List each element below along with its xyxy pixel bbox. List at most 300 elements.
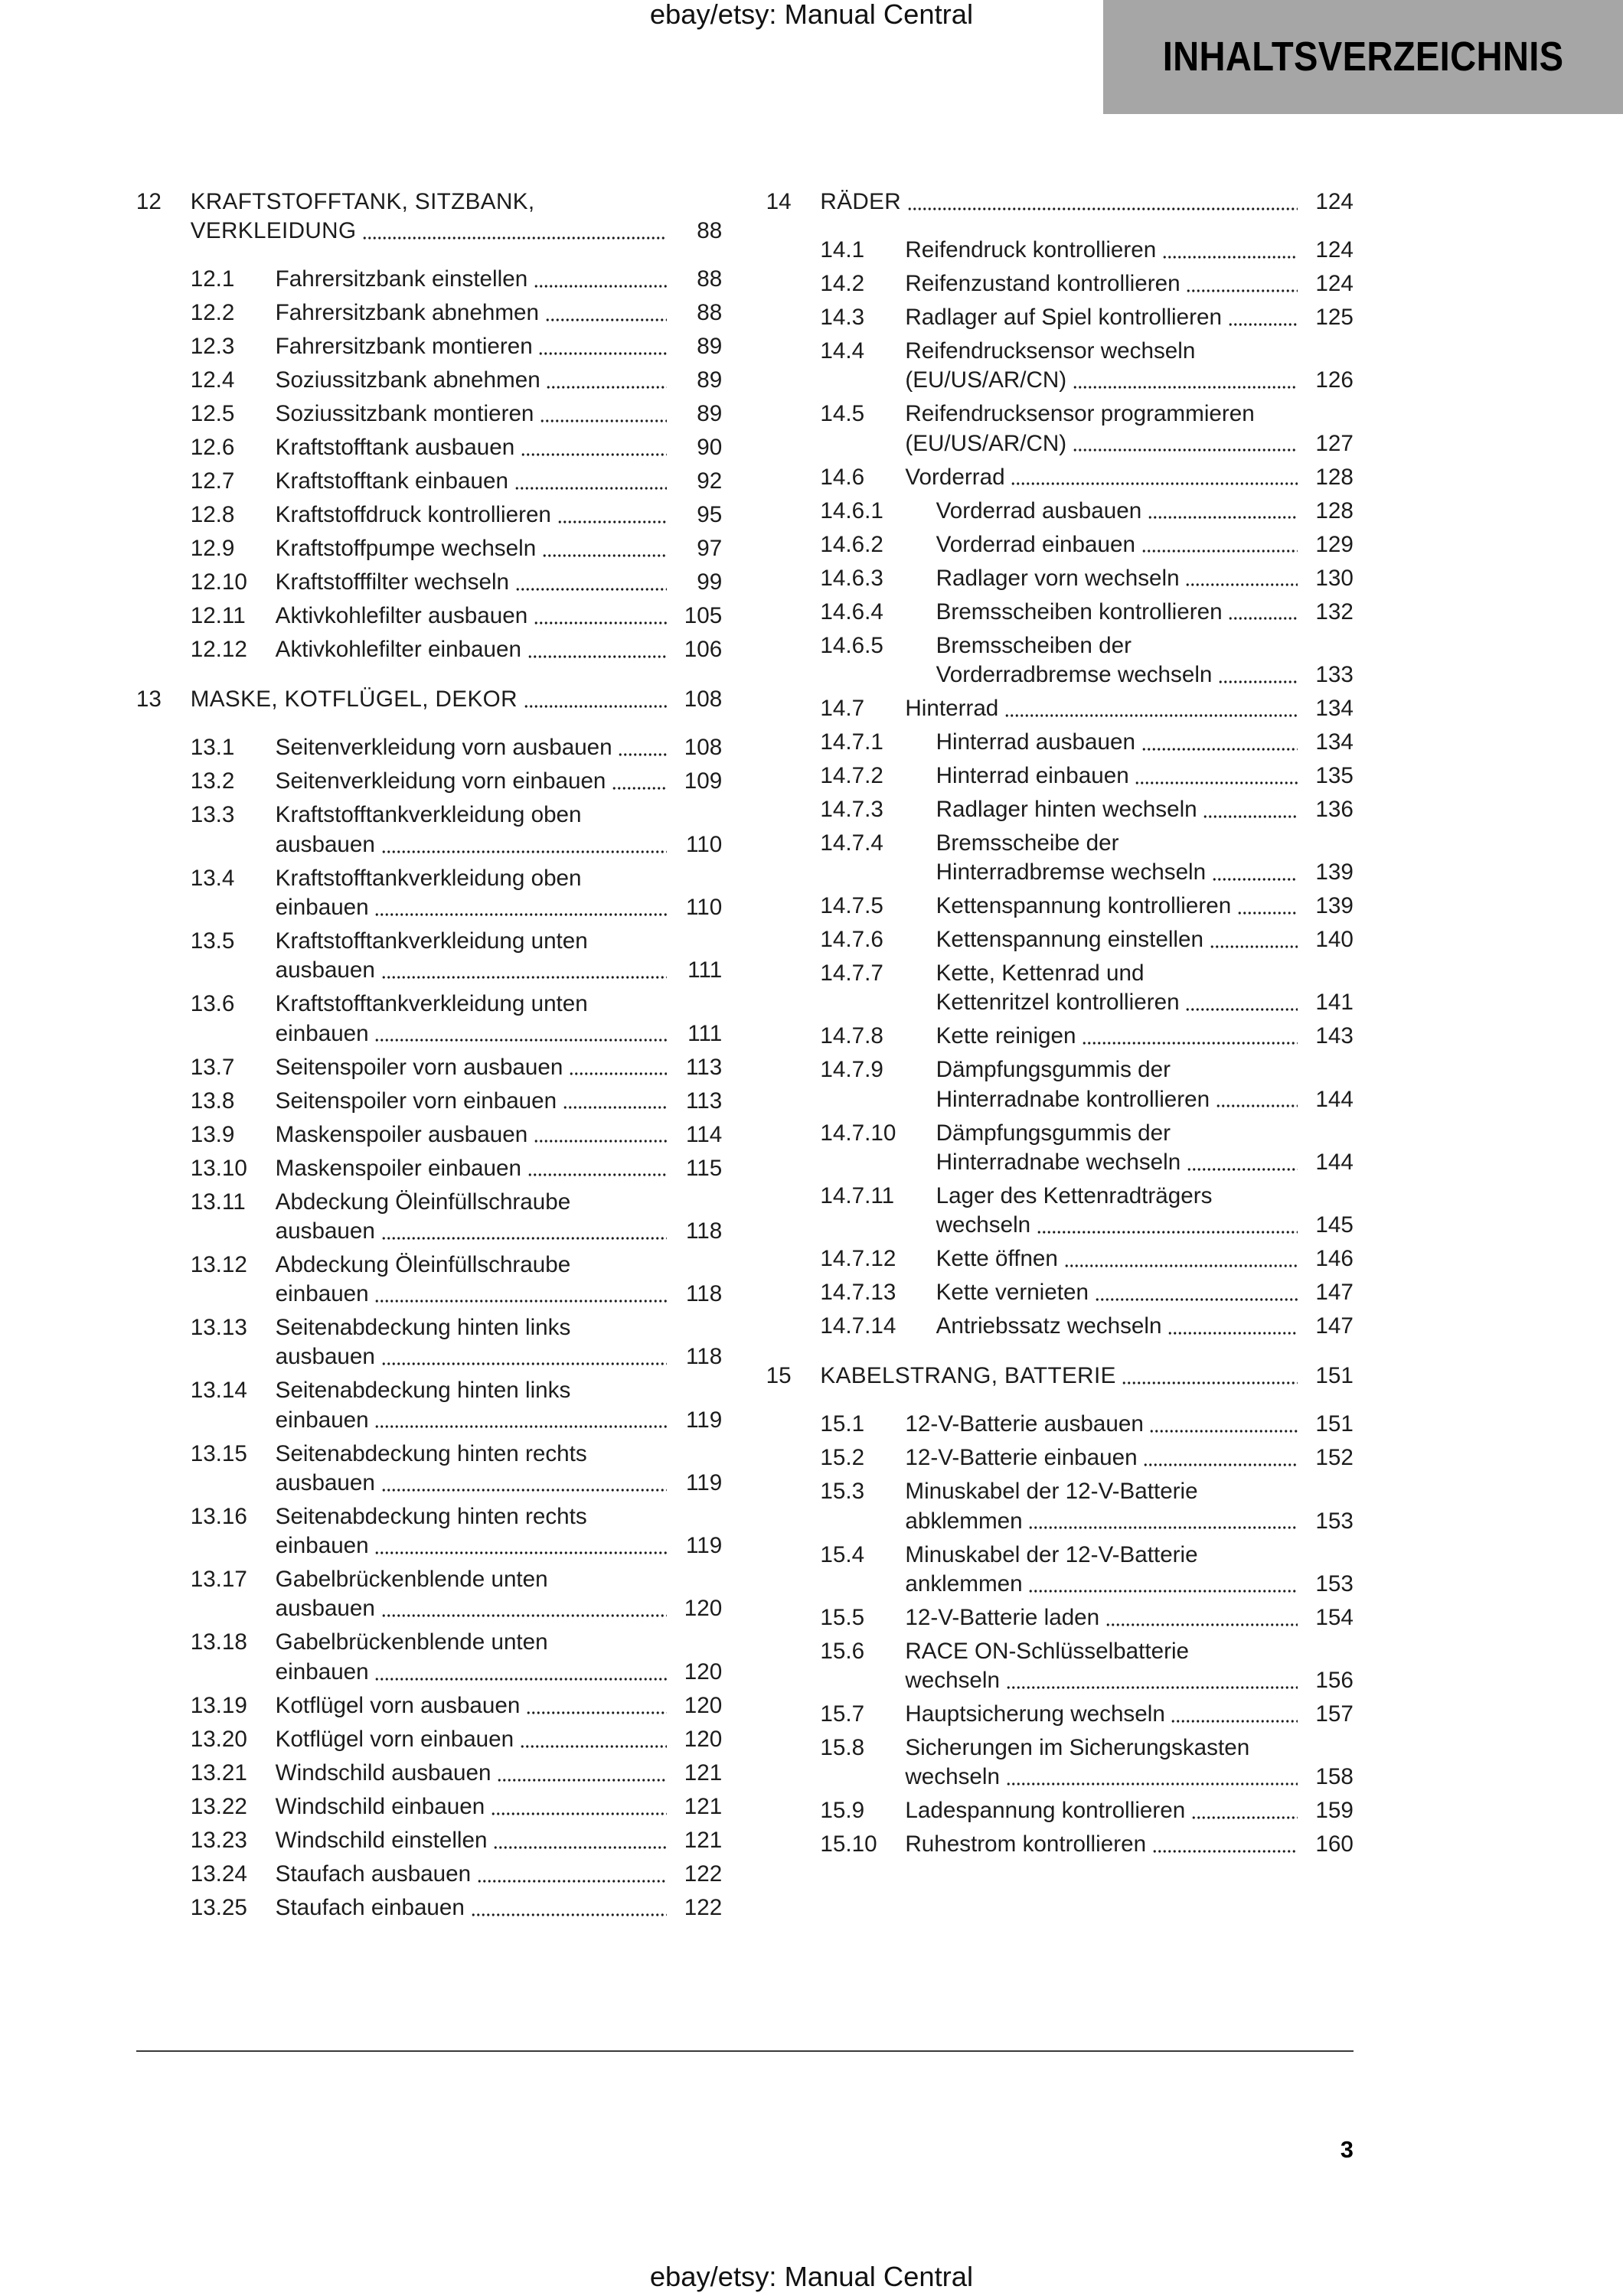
toc-entry-title-text: 12-V-Batterie einbauen <box>905 1445 1138 1471</box>
toc-entry-line <box>936 988 1354 1017</box>
toc-entry <box>766 598 1354 627</box>
toc-entry-number: 14.7.4 <box>820 830 883 856</box>
toc-entry-title-text: Dämpfungsgummis der <box>936 1057 1171 1083</box>
toc-entry-title-text: Kraftstofftankverkleidung oben <box>275 865 582 891</box>
toc-entry-page: 88 <box>697 300 723 326</box>
toc-entry-line <box>276 1406 723 1435</box>
toc-entry <box>136 733 722 762</box>
toc-entry-line <box>905 269 1353 298</box>
toc-entry <box>136 366 722 395</box>
toc-entry-title-text: Hinterrad <box>905 695 999 721</box>
toc-entry-page: 136 <box>1315 796 1354 822</box>
toc-entry-title <box>905 1477 1353 1536</box>
toc-entry <box>766 1637 1354 1696</box>
toc-entry-title <box>276 767 723 796</box>
toc-entry-page: 120 <box>684 1658 723 1684</box>
toc-entry-line <box>936 564 1354 593</box>
dot-leader <box>1037 1211 1298 1240</box>
dot-leader <box>557 501 667 530</box>
toc-entry-number: 12.6 <box>190 435 235 461</box>
toc-entry-title-text: Kettenspannung kontrollieren <box>936 893 1232 919</box>
toc-entry-page: 153 <box>1315 1570 1354 1596</box>
dot-leader <box>1203 795 1298 824</box>
toc-entry-title-text: Gabelbrückenblende unten <box>275 1567 548 1593</box>
toc-entry-title <box>820 1362 1353 1391</box>
page-title: INHALTSVERZEICHNIS <box>1162 34 1564 80</box>
toc-entry-title <box>276 433 723 462</box>
toc-entry-title-text: einbauen <box>275 1658 369 1684</box>
toc-entry-line <box>276 602 723 631</box>
toc-entry-number: 14.6.5 <box>820 632 883 658</box>
toc-entry-title <box>936 1022 1354 1051</box>
toc-entry-title-text: Windschild einstellen <box>275 1827 488 1853</box>
toc-entry-title <box>905 1603 1353 1632</box>
toc-entry-line <box>276 1792 723 1821</box>
toc-entry <box>766 1830 1354 1859</box>
toc-entry-title-text: Hinterradbremse wechseln <box>936 859 1207 885</box>
toc-entry-title-text: Seitenabdeckung hinten links <box>275 1378 571 1404</box>
toc-entry-title-text: Reifendrucksensor programmieren <box>905 401 1255 427</box>
toc-entry-line <box>276 1725 723 1754</box>
toc-entry-page: 108 <box>684 687 723 713</box>
toc-entry <box>136 1502 722 1561</box>
toc-entry-number: 15 <box>766 1363 792 1389</box>
toc-entry-number: 14.6.1 <box>820 497 883 523</box>
toc-entry-page: 135 <box>1315 762 1354 788</box>
dot-leader <box>1028 1570 1298 1599</box>
toc-entry <box>766 1410 1354 1439</box>
toc-entry <box>136 1759 722 1788</box>
toc-entry-title <box>276 568 723 597</box>
toc-entry-title <box>905 337 1353 396</box>
toc-entry-title <box>276 1725 723 1754</box>
toc-entry-title-text: (EU/US/AR/CN) <box>905 430 1067 456</box>
toc-entry-line <box>276 1188 723 1217</box>
toc-entry-line <box>905 1541 1353 1570</box>
toc-entry <box>136 1188 722 1247</box>
toc-entry-line <box>191 217 723 246</box>
toc-entry-title-text: VERKLEIDUNG <box>190 218 357 244</box>
toc-entry-page: 147 <box>1315 1280 1354 1306</box>
toc-entry-page: 127 <box>1315 430 1354 456</box>
toc-entry-page: 157 <box>1315 1701 1354 1727</box>
toc-entry-title-text: Radlager hinten wechseln <box>936 796 1197 822</box>
toc-entry-page: 146 <box>1315 1246 1354 1272</box>
dot-leader <box>540 400 666 429</box>
toc-entry <box>136 1120 722 1150</box>
toc-entry-page: 124 <box>1315 271 1354 297</box>
dot-leader <box>1011 463 1298 492</box>
toc-entry-title-text: Aktivkohlefilter ausbauen <box>275 603 528 629</box>
toc-entry-title <box>276 534 723 563</box>
toc-entry-line <box>905 1700 1353 1729</box>
toc-entry-line <box>276 767 723 796</box>
toc-entry-page: 88 <box>697 218 723 244</box>
toc-entry-title-text: Kraftstoffpumpe wechseln <box>275 536 537 562</box>
toc-entry <box>766 694 1354 723</box>
dot-leader <box>374 1019 666 1049</box>
toc-entry-title-text: Seitenspoiler vorn ausbauen <box>275 1054 563 1080</box>
toc-entry-number: 13.8 <box>190 1088 235 1114</box>
toc-entry-title <box>936 598 1354 627</box>
toc-entry <box>766 1700 1354 1729</box>
toc-entry-title-text: Maskenspoiler einbauen <box>275 1155 521 1181</box>
toc-entry-line <box>936 660 1354 690</box>
toc-entry-line <box>276 1759 723 1788</box>
toc-entry-page: 113 <box>685 1088 723 1114</box>
toc-entry-title <box>276 1860 723 1889</box>
toc-entry <box>136 568 722 597</box>
toc-entry-line <box>276 1019 723 1049</box>
toc-entry-number: 15.8 <box>820 1735 865 1761</box>
dot-leader <box>538 332 666 361</box>
dot-leader <box>1167 1312 1298 1341</box>
toc-entry <box>136 767 722 796</box>
toc-entry-line <box>820 1362 1353 1391</box>
toc-entry-title <box>276 801 723 859</box>
toc-entry-page: 115 <box>685 1155 723 1181</box>
toc-entry-page: 121 <box>684 1827 723 1853</box>
toc-entry-number: 12.2 <box>190 300 235 326</box>
toc-entry-title-text: Vorderrad einbauen <box>936 531 1135 557</box>
toc-entry-line <box>905 366 1353 395</box>
toc-entry <box>766 1477 1354 1536</box>
toc-entry-title-text: Staufach ausbauen <box>275 1861 472 1887</box>
dot-leader <box>569 1053 667 1082</box>
dot-leader <box>1064 1244 1298 1274</box>
dot-leader <box>1141 728 1298 757</box>
toc-entry <box>136 1251 722 1309</box>
toc-entry-page: 139 <box>1315 859 1354 885</box>
toc-entry-title <box>936 892 1354 921</box>
toc-entry-title-text: Bremsscheiben der <box>936 632 1132 658</box>
toc-entry-number: 13.18 <box>190 1629 247 1655</box>
toc-entry-page: 90 <box>697 435 723 461</box>
toc-entry-title <box>820 188 1353 217</box>
toc-entry-line <box>936 1244 1354 1274</box>
toc-entry-title-text: (EU/US/AR/CN) <box>905 367 1067 393</box>
dot-leader <box>527 1154 667 1183</box>
toc-entry-number: 14.7.6 <box>820 927 883 953</box>
toc-entry-title <box>191 188 723 246</box>
toc-entry-title <box>936 728 1354 757</box>
toc-entry-title-text: Reifendrucksensor wechseln <box>905 338 1196 364</box>
toc-entry-number: 12.5 <box>190 401 235 427</box>
toc-entry-line <box>276 298 723 328</box>
toc-entry-number: 12.11 <box>190 603 246 629</box>
toc-entry-title-text: Seitenabdeckung hinten rechts <box>275 1440 587 1466</box>
dot-leader <box>1186 269 1298 298</box>
toc-entry-page: 159 <box>1315 1798 1354 1824</box>
toc-entry-number: 12.10 <box>190 569 247 595</box>
dot-leader <box>1228 303 1298 332</box>
toc-entry-number: 15.6 <box>820 1638 865 1664</box>
toc-entry <box>766 463 1354 492</box>
toc-entry-page: 120 <box>684 1596 723 1622</box>
toc-entry-line <box>191 685 723 714</box>
dot-leader <box>1149 1410 1298 1439</box>
toc-entry-line <box>276 893 723 922</box>
toc-entry-title-text: Fahrersitzbank abnehmen <box>275 300 540 326</box>
toc-entry <box>136 1860 722 1889</box>
toc-entry-number: 14 <box>766 188 792 214</box>
toc-entry <box>766 530 1354 559</box>
toc-entry-title <box>905 269 1353 298</box>
toc-entry-number: 13.13 <box>190 1315 247 1341</box>
toc-entry-number: 15.7 <box>820 1701 865 1727</box>
toc-entry-title-text: Vorderradbremse wechseln <box>936 661 1213 687</box>
toc-entry-page: 154 <box>1315 1604 1354 1630</box>
toc-entry-page: 152 <box>1315 1445 1354 1471</box>
dot-leader <box>515 568 667 597</box>
toc-entry-page: 89 <box>697 367 723 393</box>
toc-entry-number: 14.3 <box>820 305 865 331</box>
toc-entry-title-text: Hinterrad einbauen <box>936 762 1129 788</box>
toc-entry-line <box>276 1502 723 1531</box>
dot-leader <box>381 956 667 985</box>
toc-entry-page: 160 <box>1315 1831 1354 1857</box>
toc-entry-number: 14.7.8 <box>820 1023 883 1049</box>
section-header-box <box>1103 0 1623 114</box>
toc-chapter <box>766 1362 1354 1391</box>
toc-entry-page: 158 <box>1315 1764 1354 1790</box>
toc-entry-title <box>276 400 723 429</box>
toc-column-left <box>136 188 722 1927</box>
toc-entry <box>766 925 1354 954</box>
dot-leader <box>381 1594 667 1623</box>
toc-entry-title <box>936 1119 1354 1178</box>
toc-chapter <box>136 685 722 714</box>
toc-entry-line <box>936 959 1354 988</box>
toc-entry-title <box>905 1830 1353 1859</box>
dot-leader <box>362 217 667 246</box>
toc-entry-title <box>276 1502 723 1561</box>
toc-entry-number: 14.5 <box>820 401 865 427</box>
toc-entry-title-text: Hinterradnabe wechseln <box>936 1149 1181 1175</box>
dot-leader <box>1073 366 1298 395</box>
dot-leader <box>612 767 666 796</box>
toc-entry-line <box>276 366 723 395</box>
toc-entry-title <box>276 467 723 496</box>
toc-entry <box>136 1792 722 1821</box>
toc-entry-page: 120 <box>684 1726 723 1752</box>
toc-entry-title <box>936 497 1354 526</box>
dot-leader <box>527 635 667 664</box>
toc-entry-title-text: KABELSTRANG, BATTERIE <box>820 1363 1116 1389</box>
toc-entry-page: 114 <box>685 1121 723 1147</box>
toc-entry-line <box>936 1022 1354 1051</box>
toc-entry-line <box>936 762 1354 791</box>
toc-entry-number: 12.12 <box>190 637 247 663</box>
dot-leader <box>1152 1830 1298 1859</box>
dot-leader <box>1187 1148 1298 1177</box>
toc-entry-title-text: Abdeckung Öleinfüllschraube <box>275 1251 571 1277</box>
toc-entry-page: 92 <box>697 468 723 494</box>
toc-entry-page: 140 <box>1315 927 1354 953</box>
toc-entry-title <box>936 762 1354 791</box>
toc-entry-page: 144 <box>1315 1149 1354 1175</box>
toc-entry-title-text: Minuskabel der 12-V-Batterie <box>905 1541 1198 1567</box>
toc-entry <box>766 497 1354 526</box>
toc-entry-number: 14.6.4 <box>820 598 883 625</box>
toc-entry-line <box>905 400 1353 429</box>
toc-entry-title <box>276 1251 723 1309</box>
toc-entry-page: 126 <box>1315 367 1354 393</box>
toc-entry-title <box>276 1053 723 1082</box>
toc-entry <box>136 1826 722 1855</box>
toc-entry-title-text: ausbauen <box>275 1469 375 1495</box>
dot-leader <box>374 1280 666 1309</box>
toc-entry-line <box>905 1477 1353 1506</box>
toc-entry-line <box>276 1251 723 1280</box>
toc-entry-number: 14.7.12 <box>820 1246 896 1272</box>
toc-entry <box>136 1154 722 1183</box>
toc-entry-line <box>276 1280 723 1309</box>
toc-entry-title <box>276 635 723 664</box>
toc-entry-title <box>905 1796 1353 1825</box>
toc-entry-title-text: Soziussitzbank abnehmen <box>275 367 540 393</box>
toc-entry <box>136 635 722 664</box>
dot-leader <box>1148 497 1298 526</box>
toc-entry-title <box>936 1055 1354 1114</box>
toc-entry <box>136 1053 722 1082</box>
toc-entry-number: 14.7.2 <box>820 762 883 788</box>
toc-entry <box>766 303 1354 332</box>
toc-entry-title <box>905 303 1353 332</box>
toc-entry-number: 13.2 <box>190 768 235 794</box>
toc-entry-title-text: Abdeckung Öleinfüllschraube <box>275 1189 571 1215</box>
toc-entry <box>136 602 722 631</box>
toc-entry-title <box>276 1087 723 1116</box>
toc-entry-number: 13.20 <box>190 1726 247 1752</box>
toc-entry-title <box>905 1637 1353 1696</box>
toc-column-right <box>766 188 1354 1864</box>
toc-entry-page: 125 <box>1315 305 1354 331</box>
footer-divider <box>136 2050 1354 2052</box>
toc-entry-line <box>905 1830 1353 1859</box>
toc-entry-number: 14.7.5 <box>820 893 883 919</box>
dot-leader <box>1212 858 1298 887</box>
dot-leader <box>907 188 1298 217</box>
toc-entry-number: 14.6.2 <box>820 531 883 557</box>
dot-leader <box>1122 1362 1298 1391</box>
toc-entry-number: 12 <box>136 188 162 214</box>
toc-entry <box>766 1443 1354 1473</box>
toc-entry-title <box>276 1628 723 1687</box>
dot-leader <box>1237 892 1298 921</box>
toc-entry-number: 14.4 <box>820 338 865 364</box>
toc-entry-title-text: MASKE, KOTFLÜGEL, DEKOR <box>190 687 518 713</box>
toc-entry-title-text: Seitenabdeckung hinten rechts <box>275 1503 587 1529</box>
toc-entry-page: 128 <box>1315 497 1354 523</box>
toc-entry-title-text: Hinterradnabe kontrollieren <box>936 1086 1210 1112</box>
toc-entry-line <box>276 1440 723 1469</box>
toc-entry-line <box>936 1119 1354 1148</box>
toc-entry-title-text: einbauen <box>275 1281 369 1307</box>
toc-entry <box>136 501 722 530</box>
toc-entry-title-text: Kette, Kettenrad und <box>936 960 1145 987</box>
toc-entry-title <box>905 236 1353 265</box>
dot-leader <box>1210 925 1298 954</box>
toc-entry-title <box>191 685 723 714</box>
toc-entry-title <box>936 795 1354 824</box>
toc-entry-page: 97 <box>697 536 723 562</box>
toc-entry-line <box>276 467 723 496</box>
toc-entry-page: 113 <box>685 1054 723 1080</box>
dot-leader <box>521 433 667 462</box>
toc-entry-line <box>905 1733 1353 1763</box>
dot-leader <box>618 733 666 762</box>
toc-entry <box>136 433 722 462</box>
toc-entry-title-text: ausbauen <box>275 957 375 983</box>
toc-entry <box>766 1541 1354 1600</box>
dot-leader <box>1006 1666 1298 1695</box>
toc-entry-page: 110 <box>685 831 723 857</box>
toc-entry-number: 13.23 <box>190 1827 247 1853</box>
watermark-bottom: ebay/etsy: Manual Central <box>649 2261 974 2293</box>
dot-leader <box>1216 1085 1298 1114</box>
toc-entry-title-text: Bremsscheiben kontrollieren <box>936 598 1223 625</box>
toc-entry-title <box>276 265 723 294</box>
dot-leader <box>534 602 667 631</box>
dot-leader <box>1004 694 1298 723</box>
toc-entry-line <box>936 1085 1354 1114</box>
toc-entry-line <box>936 1278 1354 1307</box>
dot-leader <box>545 298 667 328</box>
toc-entry-number: 13.16 <box>190 1503 247 1529</box>
toc-entry-number: 15.3 <box>820 1479 865 1505</box>
toc-entry-line <box>276 1217 723 1246</box>
toc-entry-number: 13.17 <box>190 1567 247 1593</box>
dot-leader <box>1218 660 1298 690</box>
toc-entry-line <box>276 830 723 859</box>
toc-entry <box>136 864 722 923</box>
toc-entry <box>766 1244 1354 1274</box>
toc-entry-number: 13.3 <box>190 802 235 828</box>
toc-entry-number: 15.9 <box>820 1798 865 1824</box>
toc-entry-number: 14.7.13 <box>820 1280 896 1306</box>
toc-entry-number: 13.5 <box>190 928 235 954</box>
dot-leader <box>514 467 667 496</box>
toc-entry <box>136 467 722 496</box>
toc-entry-line <box>276 864 723 893</box>
toc-entry-title <box>276 1440 723 1499</box>
toc-entry-title <box>276 366 723 395</box>
toc-entry-title-text: Windschild ausbauen <box>275 1760 491 1786</box>
toc-entry-page: 99 <box>697 569 723 595</box>
toc-entry-line <box>905 1637 1353 1666</box>
toc-entry-line <box>276 1376 723 1405</box>
toc-entry-line <box>276 990 723 1019</box>
toc-entry-title <box>905 463 1353 492</box>
toc-entry-title-text: Gabelbrückenblende unten <box>275 1629 548 1655</box>
toc-entry-line <box>276 635 723 664</box>
toc-entry-line <box>905 1603 1353 1632</box>
toc-entry-line <box>276 1893 723 1923</box>
toc-entry-title-text: Radlager vorn wechseln <box>936 565 1180 591</box>
toc-entry-page: 124 <box>1315 188 1354 214</box>
toc-entry-page: 108 <box>684 735 723 761</box>
dot-leader <box>1105 1603 1298 1632</box>
toc-entry-page: 143 <box>1315 1023 1354 1049</box>
toc-entry-number: 15.1 <box>820 1411 865 1437</box>
toc-entry-title <box>936 564 1354 593</box>
toc-entry-title-text: Fahrersitzbank einstellen <box>275 266 528 292</box>
dot-leader <box>1191 1796 1298 1825</box>
toc-entry-title <box>276 298 723 328</box>
toc-entry-page: 111 <box>687 1020 723 1046</box>
toc-entry-line <box>905 1796 1353 1825</box>
